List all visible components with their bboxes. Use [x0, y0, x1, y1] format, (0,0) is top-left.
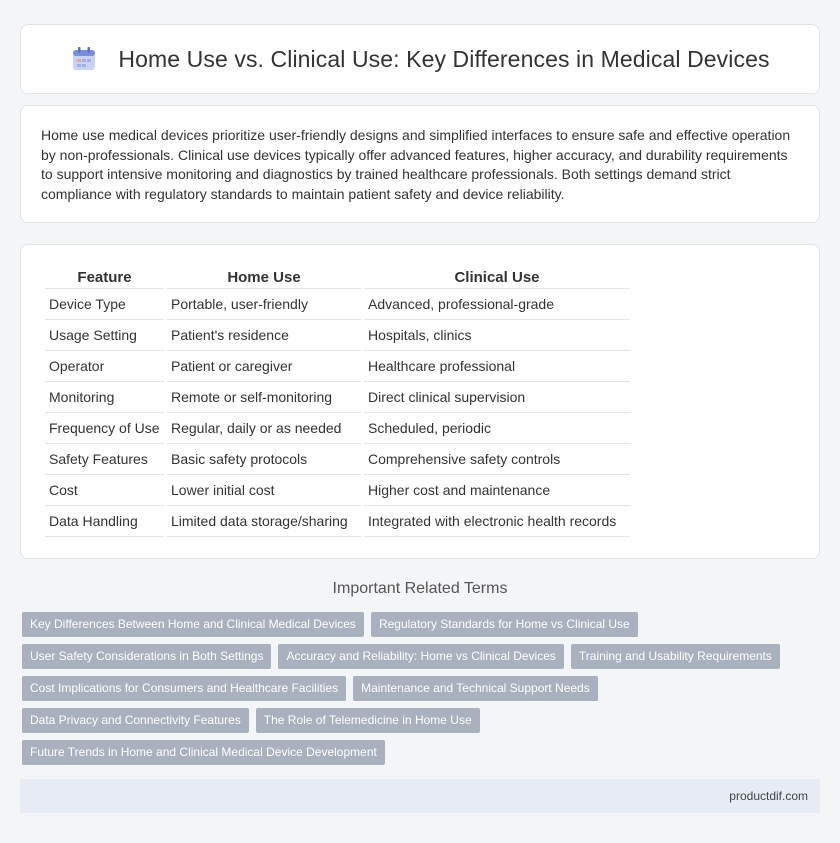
tag-row: [22, 644, 822, 669]
page-title: Home Use vs. Clinical Use: Key Differences in Medical Devices: [118, 45, 770, 72]
table-cell: Safety Features: [45, 444, 164, 475]
table-cell: Portable, user-friendly: [167, 289, 361, 320]
table-cell: Monitoring: [45, 382, 164, 413]
comparison-table: [42, 267, 633, 537]
table-row: [45, 382, 630, 413]
tag-row: [22, 612, 822, 637]
table-cell: Operator: [45, 351, 164, 382]
tag-row: [22, 708, 822, 733]
table-cell: Advanced, professional-grade: [364, 289, 630, 320]
table-cell: Healthcare professional: [364, 351, 630, 382]
table-cell: Data Handling: [45, 506, 164, 537]
related-term-tag[interactable]: Accuracy and Reliability: Home vs Clinical Devices: [278, 644, 563, 669]
table-cell: Limited data storage/sharing: [167, 506, 361, 537]
table-cell: Comprehensive safety controls: [364, 444, 630, 475]
table-cell: Device Type: [45, 289, 164, 320]
table-row: [45, 413, 630, 444]
related-term-tag[interactable]: Cost Implications for Consumers and Healthcare Facilities: [22, 676, 346, 701]
related-term-tag[interactable]: Training and Usability Requirements: [571, 644, 780, 669]
table-header-row: [45, 267, 630, 289]
footer-site-link[interactable]: productdif.com: [729, 789, 808, 803]
header-card: [20, 24, 820, 94]
related-term-tag[interactable]: Regulatory Standards for Home vs Clinical Use: [371, 612, 638, 637]
tag-row: [22, 676, 822, 701]
related-term-tag[interactable]: User Safety Considerations in Both Settings: [22, 644, 271, 669]
table-row: [45, 475, 630, 506]
comparison-table-card: [20, 244, 820, 559]
table-row: [45, 444, 630, 475]
column-header: Home Use: [167, 267, 361, 289]
calendar-icon: [70, 45, 98, 73]
related-term-tag[interactable]: Data Privacy and Connectivity Features: [22, 708, 249, 733]
tag-row: [22, 740, 822, 765]
table-cell: Usage Setting: [45, 320, 164, 351]
table-row: [45, 506, 630, 537]
table-cell: Patient or caregiver: [167, 351, 361, 382]
table-row: [45, 289, 630, 320]
related-terms-list: [22, 612, 822, 772]
column-header: Feature: [45, 267, 164, 289]
table-cell: Higher cost and maintenance: [364, 475, 630, 506]
column-header: Clinical Use: [364, 267, 630, 289]
table-cell: Basic safety protocols: [167, 444, 361, 475]
table-row: [45, 351, 630, 382]
table-cell: Regular, daily or as needed: [167, 413, 361, 444]
table-cell: Remote or self-monitoring: [167, 382, 361, 413]
table-cell: Cost: [45, 475, 164, 506]
related-term-tag[interactable]: The Role of Telemedicine in Home Use: [256, 708, 480, 733]
table-cell: Direct clinical supervision: [364, 382, 630, 413]
table-cell: Lower initial cost: [167, 475, 361, 506]
table-cell: Hospitals, clinics: [364, 320, 630, 351]
intro-card: [20, 105, 820, 223]
table-row: [45, 320, 630, 351]
related-term-tag[interactable]: Maintenance and Technical Support Needs: [353, 676, 598, 701]
related-term-tag[interactable]: Key Differences Between Home and Clinical Medical Devices: [22, 612, 364, 637]
table-cell: Integrated with electronic health records: [364, 506, 630, 537]
related-term-tag[interactable]: Future Trends in Home and Clinical Medical Device Development: [22, 740, 385, 765]
table-cell: Patient's residence: [167, 320, 361, 351]
related-terms-title: Important Related Terms: [332, 580, 508, 597]
footer: [20, 779, 820, 813]
table-cell: Scheduled, periodic: [364, 413, 630, 444]
intro-text: Home use medical devices prioritize user-friendly designs and simplified interfaces to ensure safe and effective operation by non-professionals. Clinical use devices typically offer advanced features, higher accuracy, and durability requirements to support intensive monitoring and diagnostics by trained healthcare professionals. Both settings demand strict compliance with regulatory standards to maintain patient safety and device reliability.: [41, 127, 791, 202]
table-cell: Frequency of Use: [45, 413, 164, 444]
